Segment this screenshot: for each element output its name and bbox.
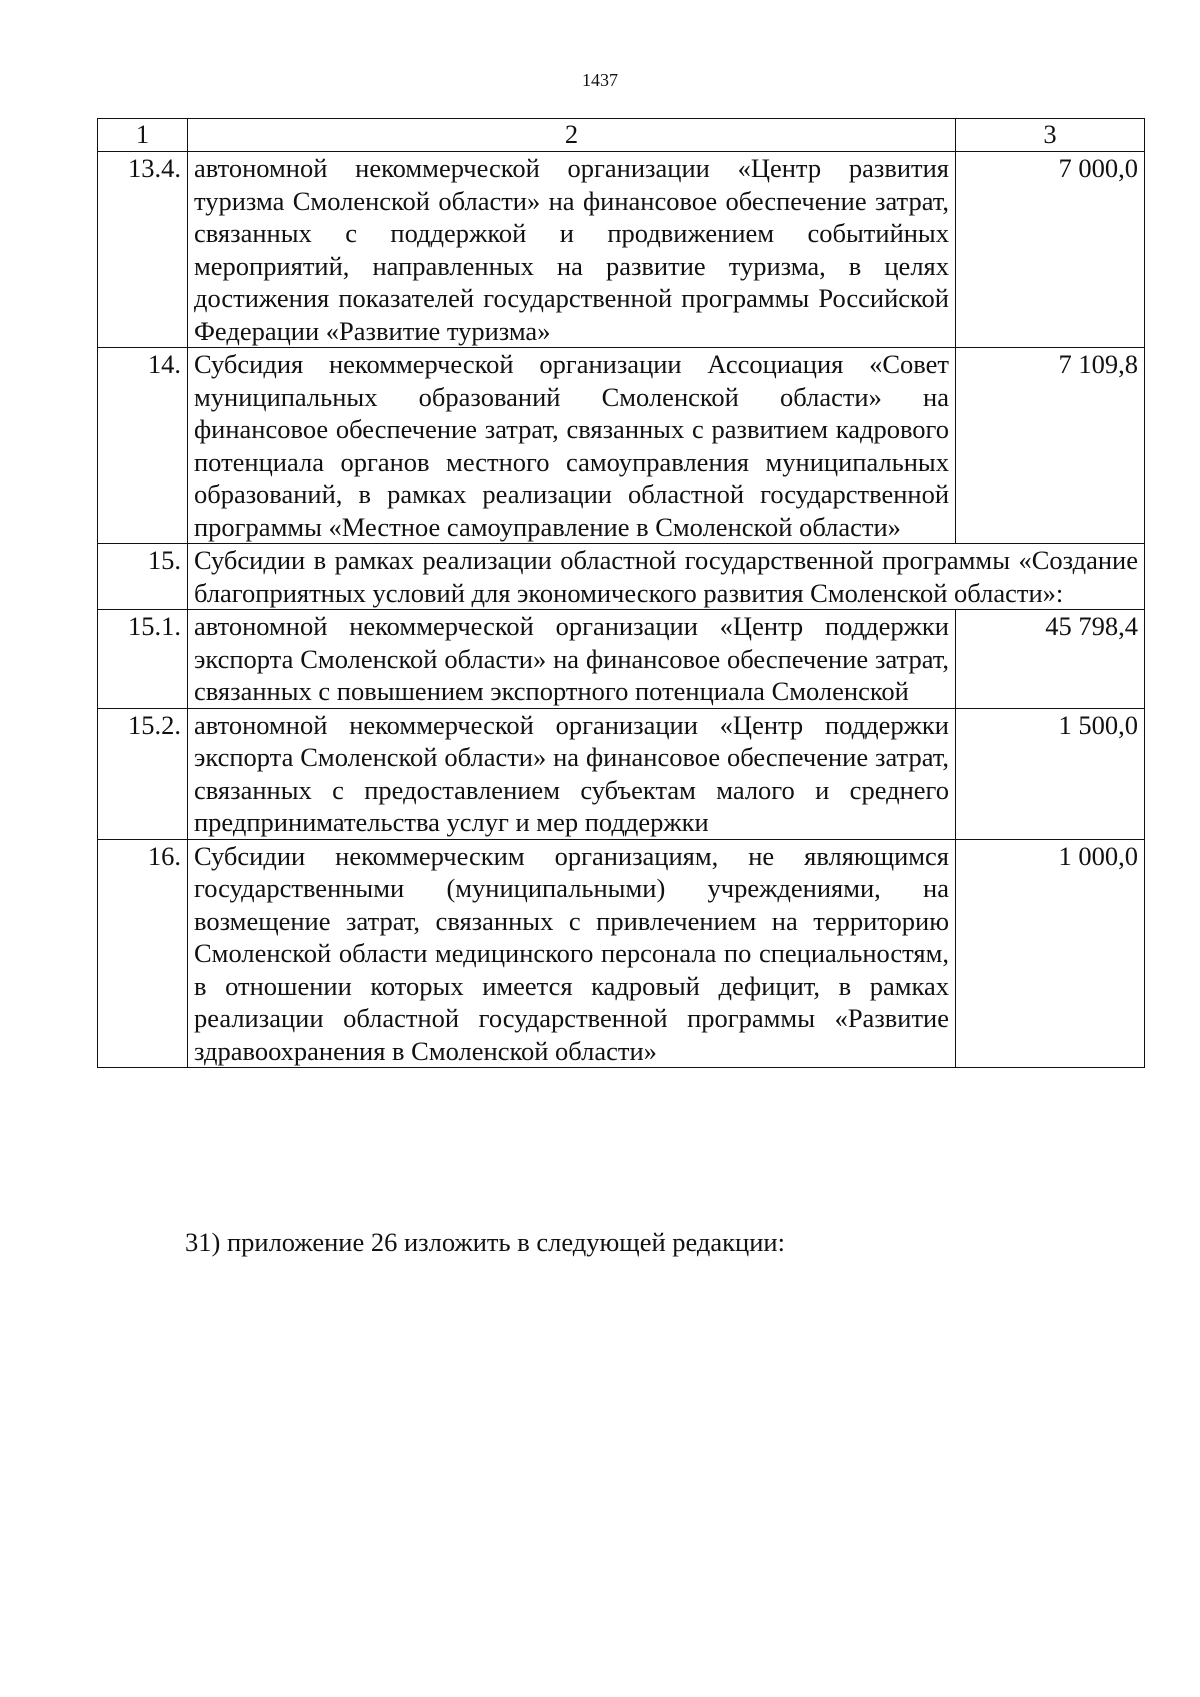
row-amount: 7 000,0 (956, 152, 1145, 348)
row-number: 16. (98, 839, 188, 1068)
page-number: 1437 (582, 70, 618, 90)
table-row (98, 544, 1145, 610)
row-description: автономной некоммерческой организации «Центр поддержки экспорта Смоленской области» на финансовое обеспечение затрат, связанных с предоставлением субъектам малого и среднего предпринимательства услуг и мер поддержки (188, 708, 956, 839)
table-row (98, 708, 1145, 839)
row-number: 15. (98, 544, 188, 610)
table-row (98, 610, 1145, 709)
row-description: Субсидия некоммерческой организации Ассоциация «Совет муниципальных образований Смоленской области» на финансовое обеспечение затрат, связанных с развитием кадрового потенциала органов местного самоуправления муниципальных образований, в рамках реализации областной государственной программы «Местное самоуправление в Смоленской области» (188, 348, 956, 544)
row-amount: 1 500,0 (956, 708, 1145, 839)
table-header-row (98, 119, 1145, 152)
row-description: автономной некоммерческой организации «Центр развития туризма Смоленской области» на финансовое обеспечение затрат, связанных с поддержкой и продвижением событийных мероприятий, направленных на развитие туризма, в целях достижения показателей государственной программы Российской Федерации «Развитие туризма» (188, 152, 956, 348)
row-amount: 7 109,8 (956, 348, 1145, 544)
table-row (98, 348, 1145, 544)
row-amount: 45 798,4 (956, 610, 1145, 709)
row-number: 15.1. (98, 610, 188, 709)
header-col-1: 1 (98, 119, 188, 152)
row-number: 14. (98, 348, 188, 544)
header-col-3: 3 (956, 119, 1145, 152)
row-amount: 1 000,0 (956, 839, 1145, 1068)
row-description: Субсидии некоммерческим организациям, не являющимся государственными (муниципальными) учреждениями, на возмещение затрат, связанных с привлечением на территорию Смоленской области медицинского персонала по специальностям, в отношении которых имеется кадровый дефицит, в рамках реализации областной государственной программы «Развитие здравоохранения в Смоленской области» (188, 839, 956, 1068)
row-number: 13.4. (98, 152, 188, 348)
table-row (98, 839, 1145, 1068)
table-row (98, 152, 1145, 348)
header-col-2: 2 (188, 119, 956, 152)
row-description: Субсидии в рамках реализации областной государственной программы «Создание благоприятных условий для экономического развития Смоленской области»: (188, 544, 1145, 610)
row-number: 15.2. (98, 708, 188, 839)
row-description: автономной некоммерческой организации «Центр поддержки экспорта Смоленской области» на финансовое обеспечение затрат, связанных с повышением экспортного потенциала Смоленской (188, 610, 956, 709)
appropriations-table (97, 118, 1145, 1068)
footer-note: 31) приложение 26 изложить в следующей редакции: (185, 1227, 785, 1257)
